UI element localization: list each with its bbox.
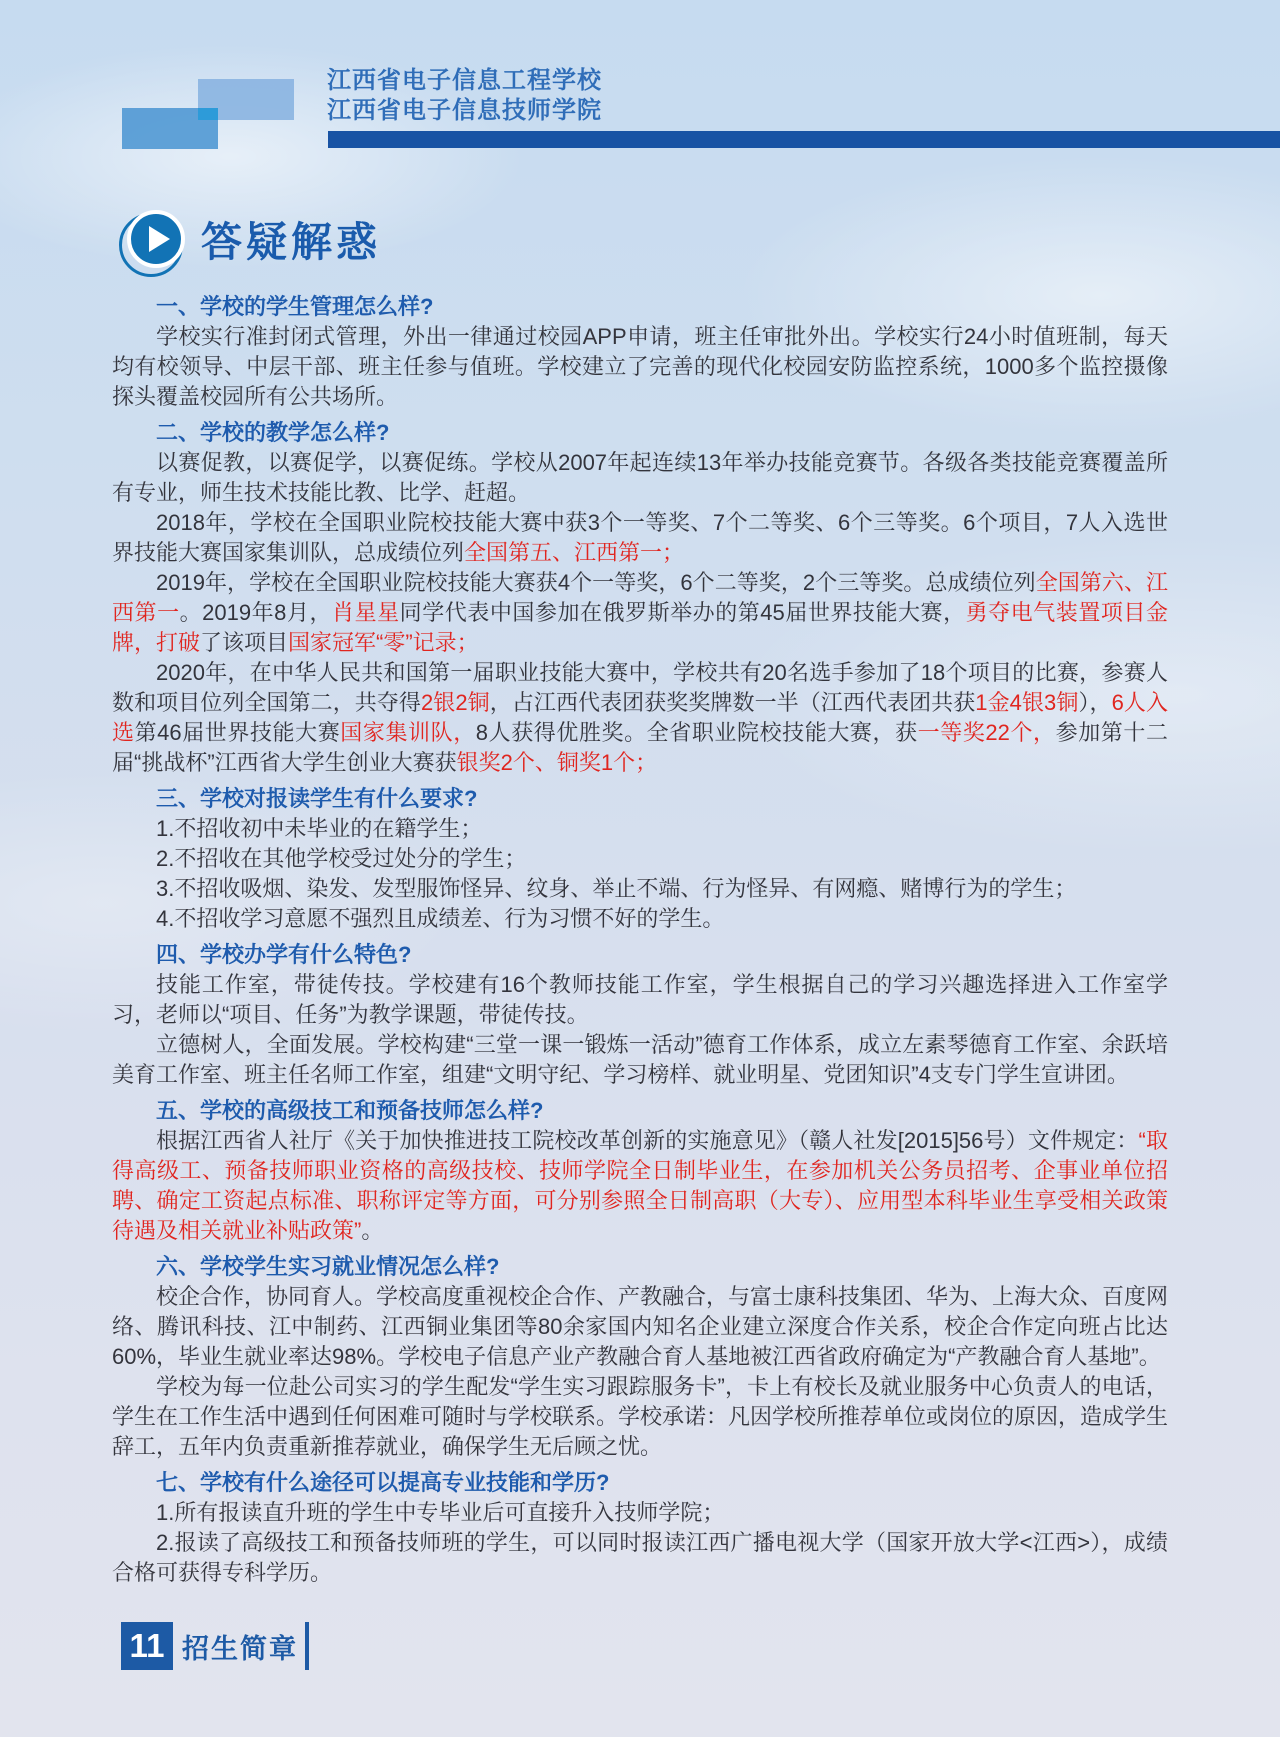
footer [121, 1622, 309, 1670]
answer-paragraph [112, 1498, 1168, 1528]
body-text: 。2019年8月， [179, 600, 333, 625]
question-heading [112, 1096, 1168, 1126]
answer-paragraph [112, 904, 1168, 934]
school-name-line1: 江西省电子信息工程学校 [327, 67, 602, 94]
highlighted-text: “取得高级工、预备技师职业资格的高级技校、技师学院全日制毕业生，在参加机关公务员招考、企事业单位招聘、确定工资起点标准、职称评定等方面，可分别参照全日制高职（大专）、应用型本科毕业生享受相关政策待遇及相关就业补贴政策” [112, 1128, 1168, 1243]
question-heading [112, 1468, 1168, 1498]
highlighted-text: 2银2铜 [420, 690, 490, 715]
footer-divider-bar [305, 1622, 309, 1670]
section-title-row [121, 210, 381, 274]
question-heading [112, 418, 1168, 448]
answer-paragraph [112, 1126, 1168, 1246]
body-text: 8人获得优胜奖。全省职业院校技能大赛，获 [475, 720, 918, 745]
question-heading [112, 292, 1168, 322]
body-text: 一、学校的学生管理怎么样? [156, 294, 434, 319]
body-text: 1.不招收初中未毕业的在籍学生； [156, 816, 483, 841]
body-text: 根据江西省人社厅《关于加快推进技工院校改革创新的实施意见》（赣人社发[2015]56号）文件规定： [156, 1128, 1139, 1153]
body-text: ）， [1078, 690, 1112, 715]
question-heading [112, 784, 1168, 814]
body-text: 2018年，学校在全国职业院校技能大赛中获3个一等奖、7个二等奖、6个三等奖。6个项目，7人入选世界技能大赛国家集训队，总成绩位列 [112, 510, 1168, 565]
highlighted-text: 勇夺电气装置项目金牌，打破 [112, 600, 1168, 655]
body-text: 4.不招收学习意愿不强烈且成绩差、行为习惯不好的学生。 [156, 906, 725, 931]
body-text: 。 [361, 1218, 384, 1243]
body-text: 以赛促教，以赛促学，以赛促练。学校从2007年起连续13年举办技能竞赛节。各级各类技能竞赛覆盖所有专业，师生技术技能比教、比学、赶超。 [112, 450, 1168, 505]
body-text: 第46届世界技能大赛 [134, 720, 341, 745]
qa-content [112, 292, 1168, 1588]
answer-paragraph [112, 1030, 1168, 1090]
brochure-label: 招生简章 [182, 1633, 298, 1664]
body-text: 校企合作，协同育人。学校高度重视校企合作、产教融合，与富士康科技集团、华为、上海大众、百度网络、腾讯科技、江中制药、江西铜业集团等80余家国内知名企业建立深度合作关系，校企合作定向班占比达60%，毕业生就业率达98%。学校电子信息产业产教融合育人基地被江西省政府确定为“产教融合育人基地”。 [112, 1284, 1169, 1369]
body-text: 六、学校学生实习就业情况怎么样? [156, 1254, 500, 1279]
highlighted-text: 1金4银3铜 [975, 690, 1079, 715]
body-text: 同学代表中国参加在俄罗斯举办的第45届世界技能大赛， [399, 600, 966, 625]
body-text: 2020年，在中华人民共和国第一届职业技能大赛中，学校共有20名选手参加了18个项目的比赛，参赛人数和项目位列全国第二，共夺得 [112, 660, 1168, 715]
school-names [327, 66, 602, 126]
body-text: 立德树人，全面发展。学校构建“三堂一课一锻炼一活动”德育工作体系，成立左素琴德育工作室、余跃培美育工作室、班主任名师工作室，组建“文明守纪、学习榜样、就业明星、党团知识”4支专门学生宣讲团。 [112, 1032, 1168, 1087]
highlighted-text: 国家集训队， [340, 720, 476, 745]
body-text: 二、学校的教学怎么样? [156, 420, 390, 445]
body-text: 2.报读了高级技工和预备技师班的学生，可以同时报读江西广播电视大学（国家开放大学<江西>），成绩合格可获得专科学历。 [112, 1530, 1168, 1585]
body-text: 学校实行准封闭式管理，外出一律通过校园APP申请，班主任审批外出。学校实行24小时值班制，每天均有校领导、中层干部、班主任参与值班。学校建立了完善的现代化校园安防监控系统，1000多个监控摄像探头覆盖校园所有公共场所。 [112, 324, 1168, 409]
answer-paragraph [112, 1528, 1168, 1588]
body-text: 四、学校办学有什么特色? [156, 942, 412, 967]
body-text: 2.不招收在其他学校受过处分的学生； [156, 846, 527, 871]
highlighted-text: 银奖2个、铜奖1个； [456, 750, 658, 775]
body-text: 1.所有报读直升班的学生中专毕业后可直接升入技师学院； [156, 1500, 725, 1525]
body-text: 3.不招收吸烟、染发、发型服饰怪异、纹身、举止不端、行为怪异、有网瘾、赌博行为的学生； [156, 876, 1077, 901]
body-text: 了该项目 [200, 630, 289, 655]
question-heading [112, 940, 1168, 970]
body-text: 参加第十二届“挑战杯”江西省大学生创业大赛获 [112, 720, 1168, 775]
answer-paragraph [112, 844, 1168, 874]
answer-paragraph [112, 814, 1168, 844]
body-text: 2019年，学校在全国职业院校技能大赛获4个一等奖，6个二等奖，2个三等奖。总成绩位列 [156, 570, 1036, 595]
answer-paragraph [112, 508, 1168, 568]
highlighted-text: 全国第六、江西第一 [112, 570, 1168, 625]
highlighted-text: 全国第五、江西第一； [464, 540, 685, 565]
page-title: 答疑解惑 [201, 219, 381, 265]
answer-paragraph [112, 1372, 1168, 1462]
answer-paragraph [112, 322, 1168, 412]
page-number-badge: 11 [121, 1622, 173, 1670]
play-icon-disc [127, 210, 185, 268]
answer-paragraph [112, 970, 1168, 1030]
body-text: 学校为每一位赴公司实习的学生配发“学生实习跟踪服务卡”，卡上有校长及就业服务中心负责人的电话，学生在工作生活中遇到任何困难可随时与学校联系。学校承诺：凡因学校所推荐单位或岗位的原因，造成学生辞工，五年内负责重新推荐就业，确保学生无后顾之忧。 [112, 1374, 1169, 1459]
decor-square-overlap [198, 108, 218, 120]
highlighted-text: 6人入选 [112, 690, 1168, 745]
body-text: 五、学校的高级技工和预备技师怎么样? [156, 1098, 544, 1123]
play-icon-triangle [149, 226, 170, 252]
school-name-line2: 江西省电子信息技师学院 [327, 97, 602, 124]
body-text: 七、学校有什么途径可以提高专业技能和学历? [156, 1470, 610, 1495]
answer-paragraph [112, 1282, 1168, 1372]
highlighted-text: 一等奖22个， [917, 720, 1056, 745]
body-text: 技能工作室，带徒传技。学校建有16个教师技能工作室，学生根据自己的学习兴趣选择进入工作室学习，老师以“项目、任务”为教学课题，带徒传技。 [112, 972, 1168, 1027]
answer-paragraph [112, 874, 1168, 904]
highlighted-text: 肖星星 [332, 600, 400, 625]
answer-paragraph [112, 448, 1168, 508]
header-rule-bar [328, 131, 1280, 148]
body-text: 三、学校对报读学生有什么要求? [156, 786, 478, 811]
answer-paragraph [112, 658, 1168, 778]
body-text: ，占江西代表团获奖奖牌数一半（江西代表团共获 [489, 690, 976, 715]
answer-paragraph [112, 568, 1168, 658]
highlighted-text: 国家冠军“零”记录； [288, 630, 479, 655]
play-icon [121, 210, 185, 274]
question-heading [112, 1252, 1168, 1282]
